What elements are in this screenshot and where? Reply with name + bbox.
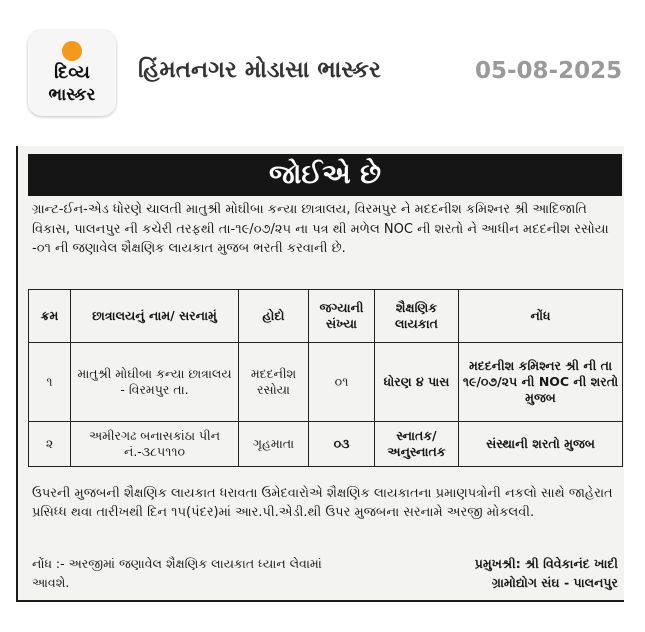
cell-vacancies: ૦૩ <box>309 422 375 467</box>
table-header-row <box>29 290 623 343</box>
application-instructions: ઉપરની મુજબની શૈક્ષણિક લાયકાત ધરાવતા ઉમેદવારોએ શૈક્ષણિક લાયકાતના પ્રમાણપત્રોની નકલો સાથે જાહેરાત પ્રસિધ્ધ થવા તારીખથી દિન ૧૫(પંદર)માં આર.પી.એડી.થી ઉપર મુજબના સરનામે અરજી મોકલવી. <box>32 486 613 520</box>
col-header-post: હોદો <box>239 290 309 343</box>
col-header-serial: ક્રમ <box>29 290 71 343</box>
cell-qualification: સ્નાતક/ અનુસ્નાતક <box>375 422 459 467</box>
cell-remarks: મદદનીશ કમિશ્નર શ્રી ની તા ૧૯/૦૭/૨૫ ની NOC ની શરતો મુજબ <box>459 343 623 422</box>
cell-vacancies: ૦૧ <box>309 343 375 422</box>
col-header-qualification: શૈક્ષણિક લાયકાત <box>375 290 459 343</box>
signatory-line1: પ્રમુખશ્રી: શ્રી વિવેકાનંદ ખાદી <box>474 556 618 571</box>
cell-hostel: અમીરગઢ બનાસકાંઠા પીન નં.-૩૮૫૧૧૦ <box>71 422 239 467</box>
signatory-line2: ગ્રામોદ્યોગ સંઘ - પાલનપુર <box>491 575 618 590</box>
col-header-hostel: છાત્રાલયનું નામ/ સરનામું <box>71 290 239 343</box>
col-header-remarks: નોંધ <box>459 290 623 343</box>
col-header-vacancies: જગ્યાની સંખ્યા <box>309 290 375 343</box>
cell-hostel: માતુશ્રી મોઘીબા કન્યા છાત્રાલય - વિરમપુર તા. <box>71 343 239 422</box>
cell-post: ગૃહમાતા <box>239 422 309 467</box>
table-row <box>29 422 623 467</box>
cell-remarks: સંસ્થાની શરતો મુજબ <box>459 422 623 467</box>
divya-bhaskar-logo <box>28 30 116 116</box>
publication-date: 05-08-2025 <box>475 58 623 84</box>
publication-header <box>0 0 645 140</box>
sun-icon <box>62 41 82 61</box>
vacancy-table <box>28 289 623 467</box>
table-row <box>29 343 623 422</box>
cell-serial: ૨ <box>29 422 71 467</box>
cell-serial: ૧ <box>29 343 71 422</box>
cell-post: મદદનીશ રસોયા <box>239 343 309 422</box>
notice-note: નોંધ :- અરજીમાં જણાવેલ શૈક્ષણિક લાયકાત ધ્યાન લેવામાં આવશે. <box>32 556 322 590</box>
logo-text-line1: દિવ્ય <box>54 62 90 83</box>
newspaper-clipping <box>16 146 624 602</box>
publication-title: હિંમતનગર મોડાસા ભાસ્કર <box>138 57 381 83</box>
notice-heading: જોઈએ છે <box>28 154 622 196</box>
notice-intro: ગ્રાન્ટ-ઈન-એડ ધોરણે ચાલતી માતુશ્રી મોઘીબા કન્યા છાત્રાલય, વિરમપુર ને મદદનીશ કમિશ્નર શ્રી આદિજાતિ વિકાસ, પાલનપુર ની કચેરી તરફથી તા-૧૯/૦૭/૨૫ ના પત્ર થી મળેલ NOC ની શરતો ને આધીન મદદનીશ રસોયા -૦૧ ની જણાવેલ શૈક્ષણિક લાયકાત મુજબ ભરતી કરવાની છે. <box>32 202 609 256</box>
signatory-block <box>373 554 618 592</box>
cell-qualification: ધોરણ ૪ પાસ <box>375 343 459 422</box>
logo-text-line2: ભાસ્કર <box>48 85 96 105</box>
clipping-border <box>16 600 624 602</box>
